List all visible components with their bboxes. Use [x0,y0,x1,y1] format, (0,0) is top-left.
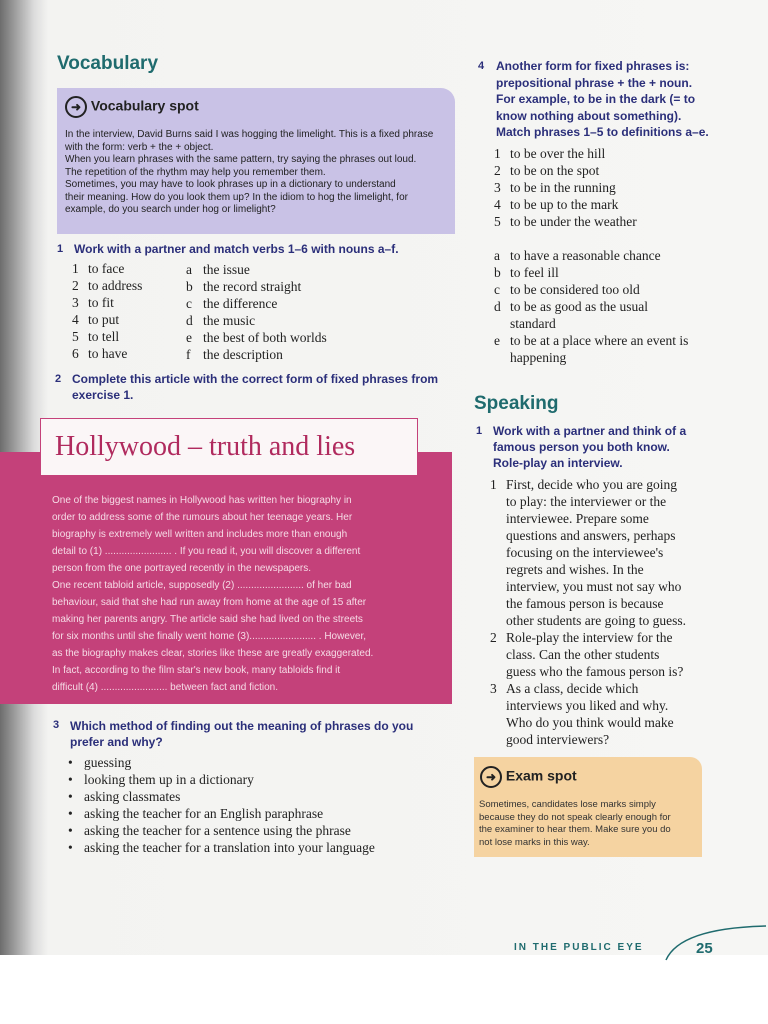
methods-list [68,754,428,856]
list-item: 2 to address [72,278,143,293]
speaking-heading: Speaking [474,393,559,414]
exam-line: because they do not speak clearly enough for [479,811,671,823]
list-item: 3 As a class, decide which interviews you liked and why. Who do you think would make good interviewers? [490,681,674,747]
vocabulary-heading: Vocabulary [57,53,159,74]
article-line: One of the biggest names in Hollywood has written her biography in [52,495,352,506]
footer-curve [662,922,768,962]
list-item: c to be considered too old [494,282,640,297]
exam-spot-body [479,799,701,849]
speaking-exercise-number: 1 [476,425,483,437]
instruction-line: For example, to be in the dark (= to [496,92,696,106]
list-item: 2 to be on the spot [494,163,600,178]
article-line: behaviour, said that she had run away from home at the age of 15 after [52,597,367,608]
list-item: 1 to face [72,261,125,276]
list-item: 2 Role-play the interview for the class. Can the other students guess who the famous person is? [490,630,684,679]
instruction-line: prefer and why? [70,735,163,749]
exercise-4-number: 4 [478,60,485,72]
list-item: 6 to have [72,346,128,361]
exercise-3-instruction [70,718,450,750]
list-item: • asking classmates [68,788,428,805]
list-item: b to feel ill [494,265,559,280]
vocabulary-spot-body [65,129,453,217]
vocab-line: In the interview, David Burns said I was hogging the limelight. This is a fixed phrase [65,129,434,140]
article-line: order to address some of the rumours about her teenage years. Her [52,512,353,523]
list-item: a the issue [186,262,250,277]
list-item: 3 to fit [72,295,114,310]
list-item: 5 to tell [72,329,120,344]
article-line: for six months until she finally went home (3)........................ . However, [52,631,367,642]
exam-spot-box [474,757,702,857]
vocab-line: When you learn phrases with the same pattern, try saying the phrases out loud. [65,154,417,165]
page-number: 25 [696,940,713,957]
article-line: In fact, according to the film star's new book, many tabloids find it [52,665,341,676]
exercise-3-number: 3 [53,719,60,731]
list-item: e to be at a place where an event is [494,333,689,348]
article-body [52,492,444,696]
arrow-circle-icon: ➜ [65,96,87,118]
instruction-line: Role-play an interview. [493,456,623,470]
nouns-list [186,261,386,363]
list-item: 5 to be under the weather [494,214,637,229]
list-item: • guessing [68,754,428,771]
exam-line: Sometimes, candidates lose marks simply [479,799,656,810]
instruction-line: exercise 1. [72,388,134,402]
instruction-line: know nothing about something). [496,108,682,123]
exercise-1-instruction: Work with a partner and match verbs 1–6 with nouns a–f. [74,242,399,256]
list-item: c the difference [186,296,278,311]
instruction-line: prepositional phrase + the + noun. [496,75,693,90]
article-line: person from the one portrayed recently in the newspapers. [52,563,312,574]
exam-line: not lose marks in this way. [479,836,590,848]
exam-spot-title-row [480,766,577,788]
vocab-line: with the form: verb + the + object. [65,141,214,153]
list-item: standard [510,316,556,331]
exercise-4-instruction [496,58,726,141]
article-line: difficult (4) ........................ between fact and fiction. [52,682,279,693]
list-item: a to have a reasonable chance [494,248,661,263]
exam-spot-title: Exam spot [505,767,577,784]
arrow-circle-icon: ➜ [480,766,502,788]
list-item: 4 to be up to the mark [494,197,619,212]
instruction-line: Match phrases 1–5 to definitions a–e. [496,125,709,139]
instruction-line: famous person you both know. [493,440,670,454]
exercise-1-number: 1 [57,243,64,255]
article-line: detail to (1) ........................ . If you read it, you will discover a different [52,546,361,557]
phrases-list [494,145,724,230]
list-item: • asking the teacher for an English paraphrase [68,805,428,822]
list-item: e the best of both worlds [186,330,327,345]
vocab-line: their meaning. How do you look them up? In the idiom to hog the limelight, for [65,191,408,203]
exercise-2-number: 2 [55,373,62,385]
article-line: One recent tabloid article, supposedly (2) ........................ of her bad [52,580,352,591]
list-item: 1 First, decide who you are going to play: the interviewer or the interviewee. Prepare some questions and answers, perhaps focusing on the interviewee's regrets and wishes. In the interview, you must not say who the famous person is because other students are going to guess. [490,477,686,628]
list-item: 3 to be in the running [494,180,616,195]
footer-section-title: IN THE PUBLIC EYE [514,942,644,953]
exam-line: the examiner to hear them. Make sure you do [479,824,671,835]
vocab-line: The repetition of the rhythm may help you remember them. [65,166,326,178]
exercise-2-instruction [72,371,452,403]
list-item: happening [510,350,567,365]
vocab-line: example, do you search under hog or limelight? [65,204,276,215]
vocab-line: Sometimes, you may have to look phrases up in a dictionary to understand [65,179,396,190]
article-title: Hollywood – truth and lies [55,431,356,462]
instruction-line: Work with a partner and think of a [493,424,687,438]
list-item: b the record straight [186,279,302,294]
instruction-line: Another form for fixed phrases is: [496,59,690,73]
list-item: • asking the teacher for a sentence using the phrase [68,822,428,839]
list-item: f the description [186,347,283,362]
instruction-line: Which method of finding out the meaning of phrases do you [70,719,414,733]
article-line: biography is extremely well written and includes more than enough [52,529,348,540]
list-item: 1 to be over the hill [494,146,606,161]
definitions-list [494,247,724,366]
list-item: d the music [186,313,256,328]
vocabulary-spot-box [57,88,455,234]
article-title-banner [40,418,418,476]
list-item: • asking the teacher for a translation into your language [68,839,428,856]
instruction-line: Complete this article with the correct form of fixed phrases from [72,372,439,386]
vocabulary-spot-title-row [65,96,199,118]
list-item: 4 to put [72,312,120,327]
speaking-instruction [493,423,723,471]
list-item: d to be as good as the usual [494,299,648,314]
vocabulary-spot-title: Vocabulary spot [90,97,199,114]
article-line: making her parents angry. The article said she had lived on the streets [52,614,363,625]
speaking-steps [490,476,730,748]
article-line: as the biography makes clear, stories like these are greatly exaggerated. [52,648,374,659]
list-item: • looking them up in a dictionary [68,771,428,788]
verbs-list [72,260,182,362]
